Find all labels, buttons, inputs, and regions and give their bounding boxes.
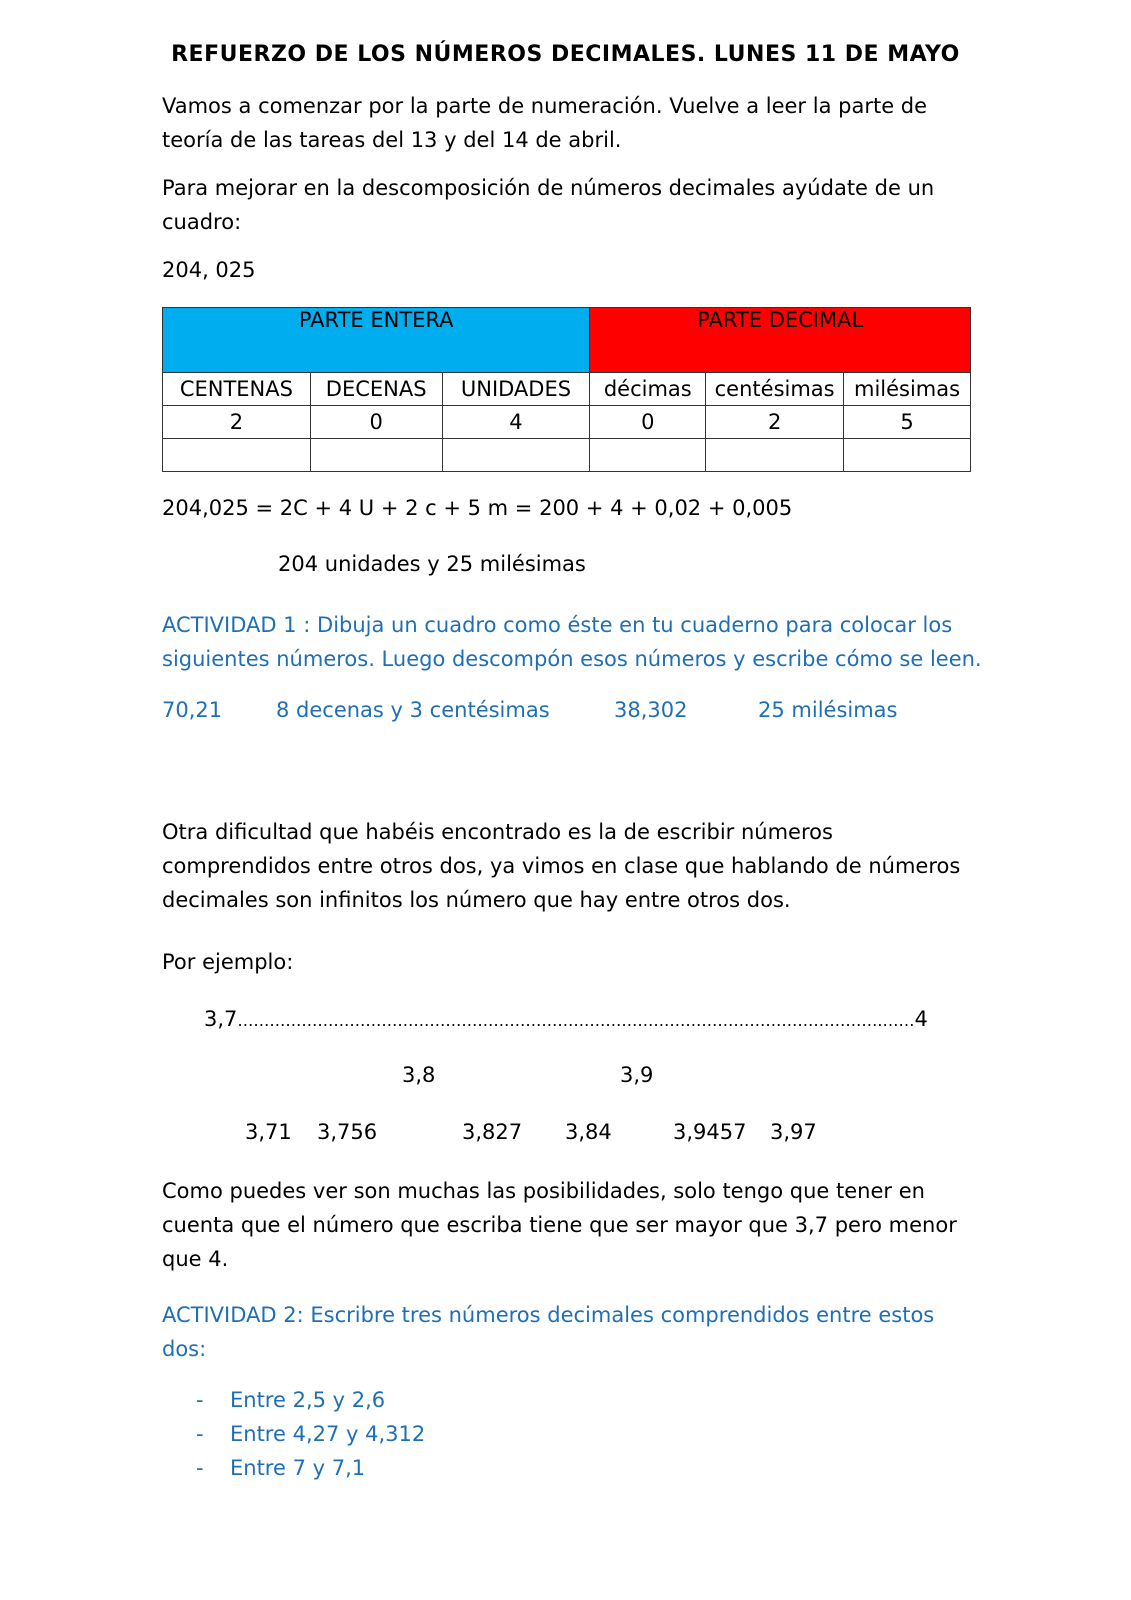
table-cell: 2 [706,406,844,439]
table-cell: 0 [590,406,706,439]
page-title: REFUERZO DE LOS NÚMEROS DECIMALES. LUNES 11 DE MAYO [171,42,960,67]
possibilities-paragraph: Como puedes ver son muchas las posibilidades, solo tengo que tener en cuenta que el número que escriba tiene que ser mayor que 3,7 pero menor que 4. [162,1179,957,1271]
activity-1-item: 8 decenas y 3 centésimas [276,698,550,722]
empty-cell [590,439,706,472]
activity-2-item-text: Entre 7 y 7,1 [230,1456,366,1480]
intro-paragraph: Vamos a comenzar por la parte de numeración. Vuelve a leer la parte de teoría de las tareas del 13 y del 14 de abril. [162,94,928,152]
decimal-part-header: PARTE DECIMAL [590,308,971,373]
column-header: décimas [590,373,706,406]
activity-2-item-text: Entre 4,27 y 4,312 [230,1422,426,1446]
column-header: CENTENAS [163,373,311,406]
empty-cell [163,439,311,472]
empty-cell [310,439,442,472]
column-header: milésimas [844,373,971,406]
integer-part-header: PARTE ENTERA [163,308,590,373]
between-value: 3,9457 [673,1120,747,1144]
empty-cell [706,439,844,472]
activity-2-item [196,1456,365,1480]
example-number: 204, 025 [162,258,256,282]
table-cell: 0 [310,406,442,439]
table-intro-paragraph: Para mejorar en la descomposición de números decimales ayúdate de un cuadro: [162,176,935,234]
activity-2-item [196,1388,385,1412]
column-header: UNIDADES [442,373,590,406]
activity-2-instructions: ACTIVIDAD 2: Escribre tres números decimales comprendidos entre estos dos: [162,1303,935,1361]
range-line [204,1007,928,1031]
list-dash: - [196,1456,204,1480]
activity-1-item: 25 milésimas [758,698,898,722]
activity-1-item: 38,302 [614,698,688,722]
list-dash: - [196,1388,204,1412]
range-dots: ………………………………………………………………………………………………………….…… [237,1011,915,1030]
range-end: 4 [914,1007,928,1031]
column-header: DECENAS [310,373,442,406]
decomposition-line: 204,025 = 2C + 4 U + 2 c + 5 m = 200 + 4 + 0,02 + 0,005 [162,496,793,520]
activity-2-item-text: Entre 2,5 y 2,6 [230,1388,386,1412]
between-value: 3,756 [317,1120,378,1144]
activity-2-item [196,1422,425,1446]
activity-1-item: 70,21 [162,698,223,722]
activity-1-instructions: ACTIVIDAD 1 : Dibuja un cuadro como éste en tu cuaderno para colocar los siguientes números. Luego descompón esos números y escribe cómo se leen. [162,613,982,671]
empty-cell [844,439,971,472]
place-value-table [162,307,971,472]
tenth-value: 3,9 [620,1063,654,1087]
reading-line: 204 unidades y 25 milésimas [278,552,586,576]
between-value: 3,97 [770,1120,817,1144]
tenth-value: 3,8 [402,1063,436,1087]
between-value: 3,71 [245,1120,292,1144]
column-header: centésimas [706,373,844,406]
table-cell: 4 [442,406,590,439]
difficulty-paragraph: Otra dificultad que habéis encontrado es la de escribir números comprendidos entre otros dos, ya vimos en clase que hablando de números decimales son infinitos los número que hay entre otros dos. [162,820,961,912]
between-value: 3,84 [565,1120,612,1144]
between-value: 3,827 [462,1120,523,1144]
table-cell: 2 [163,406,311,439]
example-label: Por ejemplo: [162,950,294,974]
empty-cell [442,439,590,472]
range-start: 3,7 [204,1007,238,1031]
list-dash: - [196,1422,204,1446]
table-cell: 5 [844,406,971,439]
